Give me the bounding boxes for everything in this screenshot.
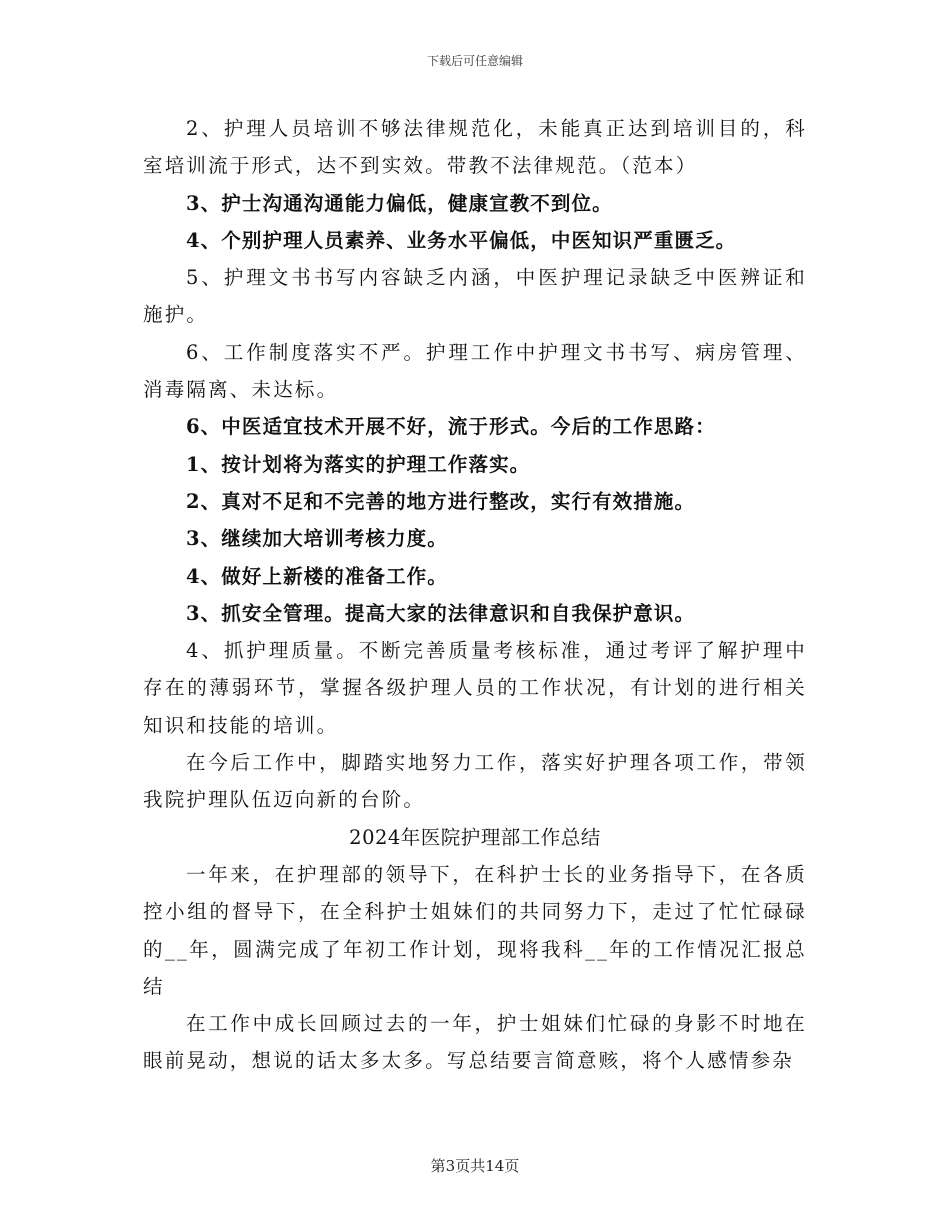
paragraph-12: 4、抓护理质量。不断完善质量考核标准，通过考评了解护理中存在的薄弱环节，掌握各级护理人员的工作状况，有计划的进行相关知识和技能的培训。	[143, 639, 807, 737]
paragraph-9: 3、继续加大培训考核力度。	[186, 527, 448, 551]
paragraph-7: 1、按计划将为落实的护理工作落实。	[186, 452, 531, 476]
paragraph-5: 6、工作制度落实不严。护理工作中护理文书书写、病房管理、消毒隔离、未达标。	[143, 340, 807, 402]
page-footer: 第3页共14页	[430, 1157, 520, 1175]
paragraph-4: 5、护理文书书写内容缺乏内涵，中医护理记录缺乏中医辨证和施护。	[143, 266, 807, 327]
page-header: 下载后可任意编辑	[426, 54, 523, 68]
paragraph-1: 2、护理人员培训不够法律规范化，未能真正达到培训目的，科室培训流于形式，达不到实效。带教不法律规范。（范本）	[143, 117, 807, 178]
paragraph-13: 在今后工作中，脚踏实地努力工作，落实好护理各项工作，带领我院护理队伍迈向新的台阶。	[143, 751, 807, 812]
paragraph-11: 3、抓安全管理。提高大家的法律意识和自我保护意识。	[186, 601, 696, 625]
section-paragraph-2: 在工作中成长回顾过去的一年，护士姐妹们忙碌的身影不时地在眼前晃动，想说的话太多太多。写总结要言简意赅，将个人感情参杂	[143, 1012, 807, 1073]
document-body	[143, 110, 807, 1080]
paragraph-10: 4、做好上新楼的准备工作。	[186, 564, 448, 588]
paragraph-3: 4、个别护理人员素养、业务水平偏低，中医知识严重匮乏。	[186, 228, 737, 252]
section-title: 2024年医院护理部工作总结	[349, 825, 601, 849]
paragraph-2: 3、护士沟通沟通能力偏低，健康宣教不到位。	[186, 191, 613, 215]
section-paragraph-1: 一年来，在护理部的领导下，在科护士长的业务指导下，在各质控小组的督导下，在全科护士姐妹们的共同努力下，走过了忙忙碌碌的__年，圆满完成了年初工作计划，现将我科__年的工作情况汇报总结	[143, 862, 807, 998]
paragraph-8: 2、真对不足和不完善的地方进行整改，实行有效措施。	[186, 489, 696, 513]
paragraph-6: 6、中医适宜技术开展不好，流于形式。今后的工作思路：	[186, 415, 716, 439]
